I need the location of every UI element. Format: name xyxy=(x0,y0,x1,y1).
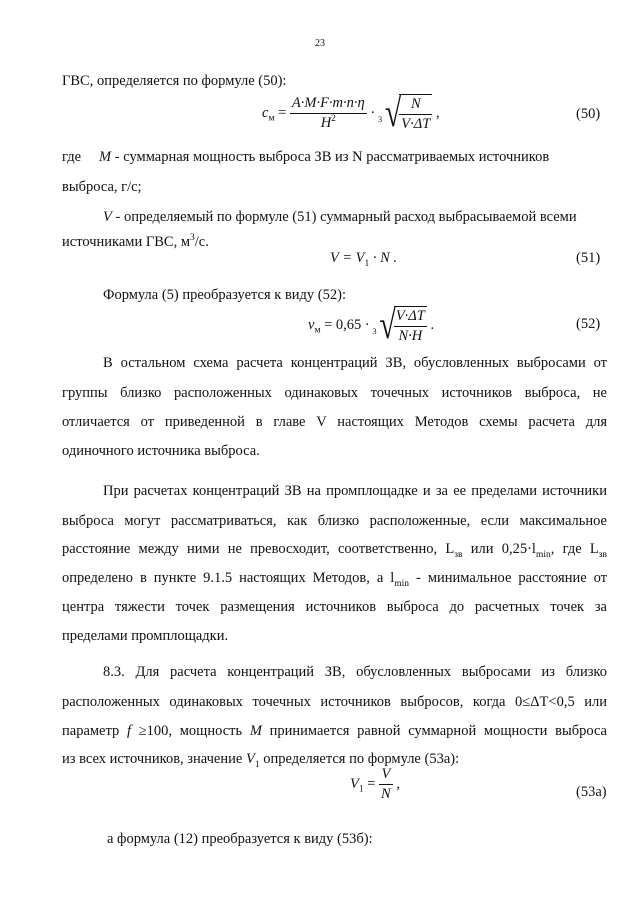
text-line: параметр f ≥100, мощность M принимается равной суммарной мощности выброса xyxy=(62,723,607,739)
formula-53a: $V_1$ = $\frac{V}{N}$ , xyxy=(350,766,400,802)
text-line: одиночного источника выброса. xyxy=(62,443,260,459)
text-line: V - определяемый по формуле (51) суммарный расход выбрасываемой всеми xyxy=(103,209,577,225)
text-line: При расчетах концентраций ЗВ на промплощадке и за ее пределами источники xyxy=(103,483,607,499)
text-line: ГВС, определяется по формуле (50): xyxy=(62,73,287,89)
equation-label-53a: (53а) xyxy=(576,784,607,800)
cube-root: 3 √ $\frac{V\cdot\Delta T}{N\cdot H}$ xyxy=(372,302,425,348)
text-line: В остальном схема расчета концентраций ЗВ, обусловленных выбросами от xyxy=(103,355,607,371)
text-line: Формула (5) преобразуется к виду (52): xyxy=(103,287,346,303)
equation-label-50: (50) xyxy=(576,106,601,122)
text-line: а формула (12) преобразуется к виду (53б): xyxy=(107,831,373,847)
equation-label-52: (52) xyxy=(576,316,601,332)
equation-label-51: (51) xyxy=(576,250,601,266)
page-number: 23 xyxy=(315,38,325,49)
text-line: группы близко расположенных одинаковых точечных источников выброса, не xyxy=(62,385,607,401)
text-line: выброса могут рассматриваться, как близко расположенные, если максимальное xyxy=(62,513,607,529)
text-line: 8.3. Для расчета концентраций ЗВ, обусловленных выбросами из близко xyxy=(103,664,607,680)
cube-root: 3 √ $\frac{N}{V\cdot\Delta T}$ xyxy=(377,90,431,136)
formula-50: $c_м$ = $\frac{A\cdot M\cdot F\cdot m\cdot n\cdot\eta}{H^2}$ · 3 √ $\frac{N}{V\cdot\Delta T}$ , xyxy=(262,90,440,136)
fraction: $\frac{V}{N}$ xyxy=(381,766,391,802)
text-line: отличается от приведенной в главе V настоящих Методов схемы расчета для xyxy=(62,414,607,430)
text-line: центра тяжести точек размещения источников выброса до расчетных точек за xyxy=(62,599,607,615)
text-line: определено в пункте 9.1.5 настоящих Методов, а $l_{min}$ - минимальное расстояние от xyxy=(62,570,608,589)
fraction: $\frac{A\cdot M\cdot F\cdot m\cdot n\cdot\eta}{H^2}$ xyxy=(291,95,365,131)
text-line: где M - суммарная мощность выброса ЗВ из N рассматриваемых источников xyxy=(62,149,550,165)
formula-52: $v_м = 0,65$ · 3 √ $\frac{V\cdot\Delta T}{N\cdot H}$ . xyxy=(308,302,435,348)
text-line: пределами промплощадки. xyxy=(62,628,229,644)
text-line: выброса, г/с; xyxy=(62,179,142,195)
text-line: источниками ГВС, $м^3/с$. xyxy=(62,233,209,250)
text-line: расстояние между ними не превосходит, соответственно, $L_{зв}$ или $0,25\cdot l_{min}$, где $L_{зв}$ xyxy=(62,541,607,560)
text-line: расположенных одинаковых точечных источников выбросов, когда 0≤ΔТ<0,5 или xyxy=(62,694,607,710)
text-line: из всех источников, значение $V_1$ определяется по формуле (53а): xyxy=(62,751,460,770)
formula-51: $V = V_1 \cdot N$ . xyxy=(330,250,398,269)
